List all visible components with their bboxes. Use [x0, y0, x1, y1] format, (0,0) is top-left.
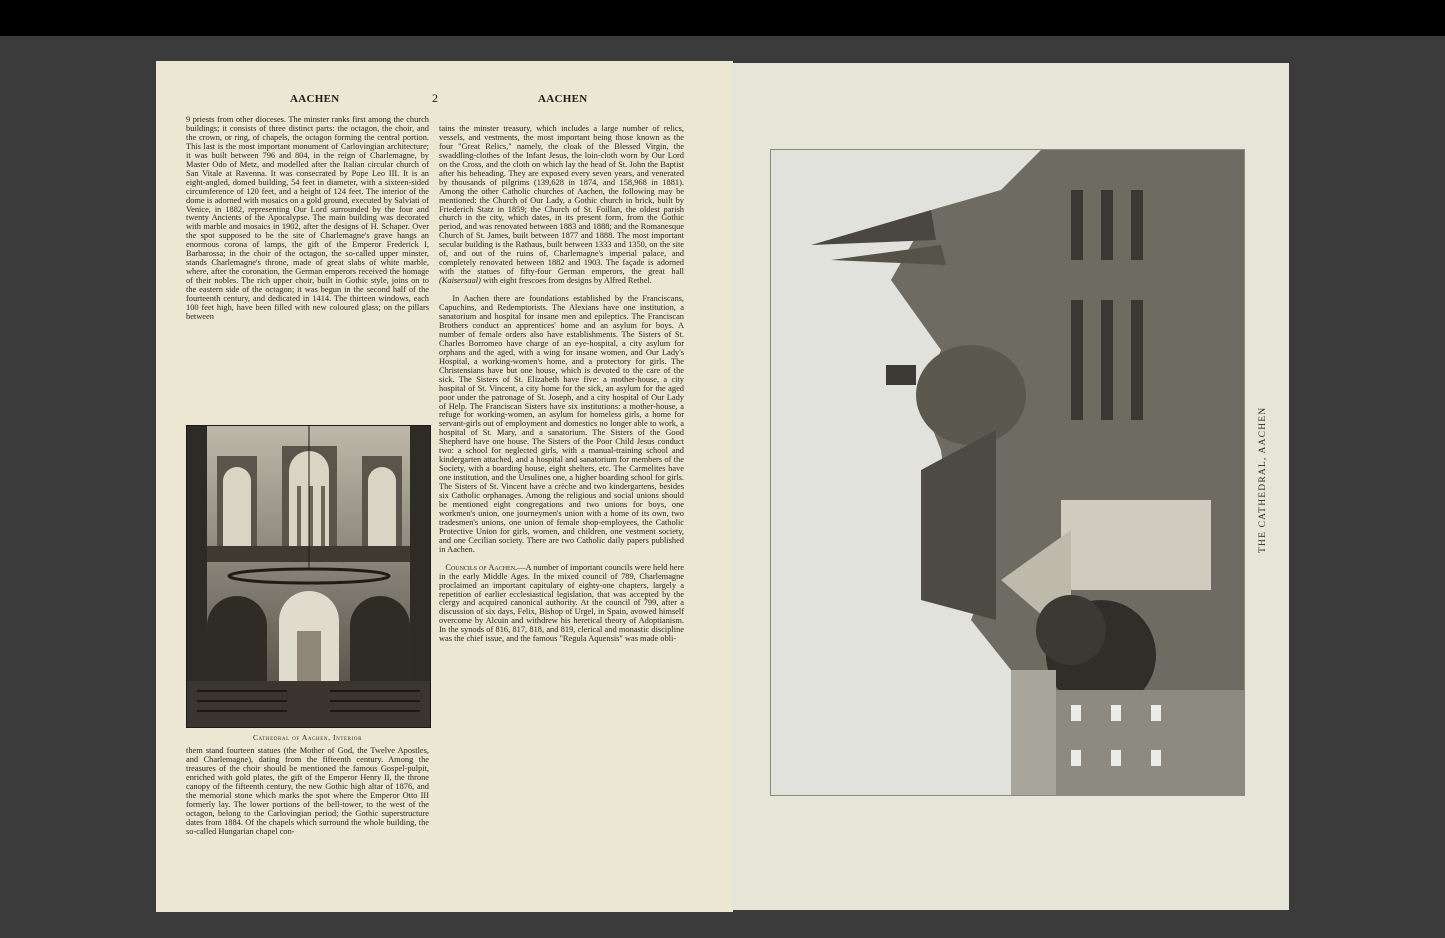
viewer-top-bar: [0, 0, 1445, 36]
running-head-left: AACHEN: [290, 93, 340, 105]
left-column-bottom-text: them stand fourteen statues (the Mother of God, the Twelve Apostles, and Charlemagne), dating from the fifteenth century. Among the treasures of the choir should be mentioned the famous Gospel-pulpit, enriched with gold plates, the gift of the Emperor Henry II, the throne canopy of the fifteenth century, the new Gothic high altar of 1876, and the memorial stone which marks the spot where the Emperor Otto III formerly lay. The lower portions of the bell-tower, to the west of the octagon, belong to the Carlovingian period; the Gothic superstructure dates from 1884. Of the chapels which surround the whole building, the so-called Hungarian chapel con-: [186, 746, 429, 836]
interior-photograph: [186, 425, 431, 728]
cathedral-exterior-illustration: [771, 150, 1244, 795]
kaisersaal-italic: (Kaisersaal): [439, 276, 481, 286]
plate-caption: THE CATHEDRAL, AACHEN: [1258, 406, 1268, 553]
left-page: [156, 61, 733, 912]
cathedral-exterior-photograph: [770, 149, 1245, 796]
left-column-top-text: 9 priests from other dioceses. The minster ranks first among the church buildings; it consists of three distinct parts: the octagon, the choir, and the crown, or ring, of chapels, the octagon forming the central portion. This last is the most important monument of Carlovingian architecture; it was built between 796 and 804, in the reign of Charlemagne, by Master Odo of Metz, and modelled after the Italian circular church of San Vitale at Ravenna. It was consecrated by Pope Leo III. It is an eight-angled, domed building, 54 feet in diameter, with a sixteen-sided circumference of 120 feet, and a height of 124 feet. The interior of the dome is adorned with mosaics on a gold ground, executed by Salviati of Venice, in 1882, representing Our Lord surrounded by the four and twenty Ancients of the Apocalypse. The main building was decorated with marble and mosaics in 1902, after the designs of H. Schaper. Over the spot supposed to be the site of Charlemagne's grave hangs an enormous corona of lamps, the gift of the Emperor Frederick I, Barbarossa; in the choir of the octagon, the so-called upper minster, stands Charlemagne's throne, made of great slabs of white marble, where, after the coronation, the German emperors received the homage of their nobles. The rich upper choir, built in Gothic style, joins on to the eastern side of the octagon; it was begun in the second half of the fourteenth century, and dedicated in 1414. The thirteen windows, each 100 feet high, have been filled with new coloured glass; on the pillars between: [186, 115, 429, 321]
right-column-text: [439, 116, 684, 644]
paragraph-councils: —A number of important councils were held here in the early Middle Ages. In the mixed council of 789, Charlemagne proclaimed an important capitulary of eighty-one chapters, largely a repetition of earlier ecclesiastical legislation, that was accepted by the clergy and acquired canonical authority. At the council of 799, after a discussion of six days, Felix, Bishop of Urgel, in Spain, avowed himself overcome by Alcuin and withdrew his heretical theory of Adoptianism. In the synods of 816, 817, 818, and 819, clerical and monastic discipline was the chief issue, and the famous "Regula Aquensis" was made obli-: [439, 562, 684, 644]
paragraph-foundations: In Aachen there are foundations established by the Franciscans, Capuchins, and Redemptorists. The Alexians have one institution, a sanatorium and hospital for insane men and epileptics. The Franciscan Brothers conduct an apprentices' home and an asylum for boys. A number of female orders also have establishments. The Sisters of St. Charles Borromeo have charge of an eye-hospital, a city asylum for orphans and the aged, with a wing for insane women, and Our Lady's Hospital, a working-women's home, and a protectory for girls. The Christensians have but one house, which is devoted to the care of the sick. The Sisters of St. Elizabeth have five: a mother-house, a city hospital of St. Vincent, a city home for the sick, an asylum for the aged poor under the patronage of St. Joseph, and a city hospital of Our Lady of Help. The Franciscan Sisters have six institutions: a mother-house, a refuge for working-women, an asylum for homeless girls, a home for servant-girls out of employment and domestics no longer able to work, a hospital of St. Mary, and a sanatorium. The Sisters of the Good Shepherd have one house. The Sisters of the Poor Child Jesus conduct two: a school for neglected girls, with a manual-training school and kindergarten attached, and a hospital and sanatorium for members of the Society, with a boarding house, eight shelters, etc. The Carmelites have one institution, and the Ursulines one, a higher boarding school for girls. The Sisters of St. Vincent have a crèche and two kindergartens, besides six Catholic orphanages. Among the religious and social unions should be mentioned eight congregations and two unions for boys, one workmen's union, one journeymen's union with a home of its own, two tradesmen's unions, one union of female shop-employees, the Catholic Protective Union for girls, women, and children, one vestment society, and one Cecilian society. There are two Catholic daily papers published in Aachen.: [439, 294, 685, 554]
paragraph-treasury-tail: with eight frescoes from designs by Alfred Rethel.: [480, 276, 652, 286]
paragraph-treasury: tains the minster treasury, which includes a large number of relics, vessels, and vestments, the most important being those known as the four "Great Relics," namely, the cloak of the Blessed Virgin, the swaddling-clothes of the Infant Jesus, the loin-cloth worn by Our Lord on the Cross, and the cloth on which lay the head of St. John the Baptist after his beheading. They are exposed every seven years, and venerated by thousands of pilgrims (139,628 in 1874, and 158,968 in 1881). Among the other Catholic churches of Aachen, the following may be mentioned: the Church of Our Lady, a Gothic church in brick, built by Friederich Statz in 1859; the Church of St. Foillan, the oldest parish church in the city, which dates, in its present form, from the Gothic period, and was renovated between 1883 and 1888; and the Romanesque Church of St. James, built between 1877 and 1888. The most important secular building is the Rathaus, built between 1333 and 1350, on the site of, and out of the ruins of, Charlemagne's imperial palace, and completely renovated between 1882 and 1903. The façade is adorned with the statues of fifty-four German emperors, the great hall: [439, 123, 684, 277]
cathedral-interior-illustration: [187, 426, 430, 727]
figure-caption: Cathedral of Aachen, Interior: [252, 733, 363, 742]
right-page: [733, 63, 1289, 910]
page-number: 2: [432, 91, 438, 105]
section-head-councils: Councils of Aachen.: [445, 562, 518, 572]
running-head-right: AACHEN: [538, 93, 588, 105]
